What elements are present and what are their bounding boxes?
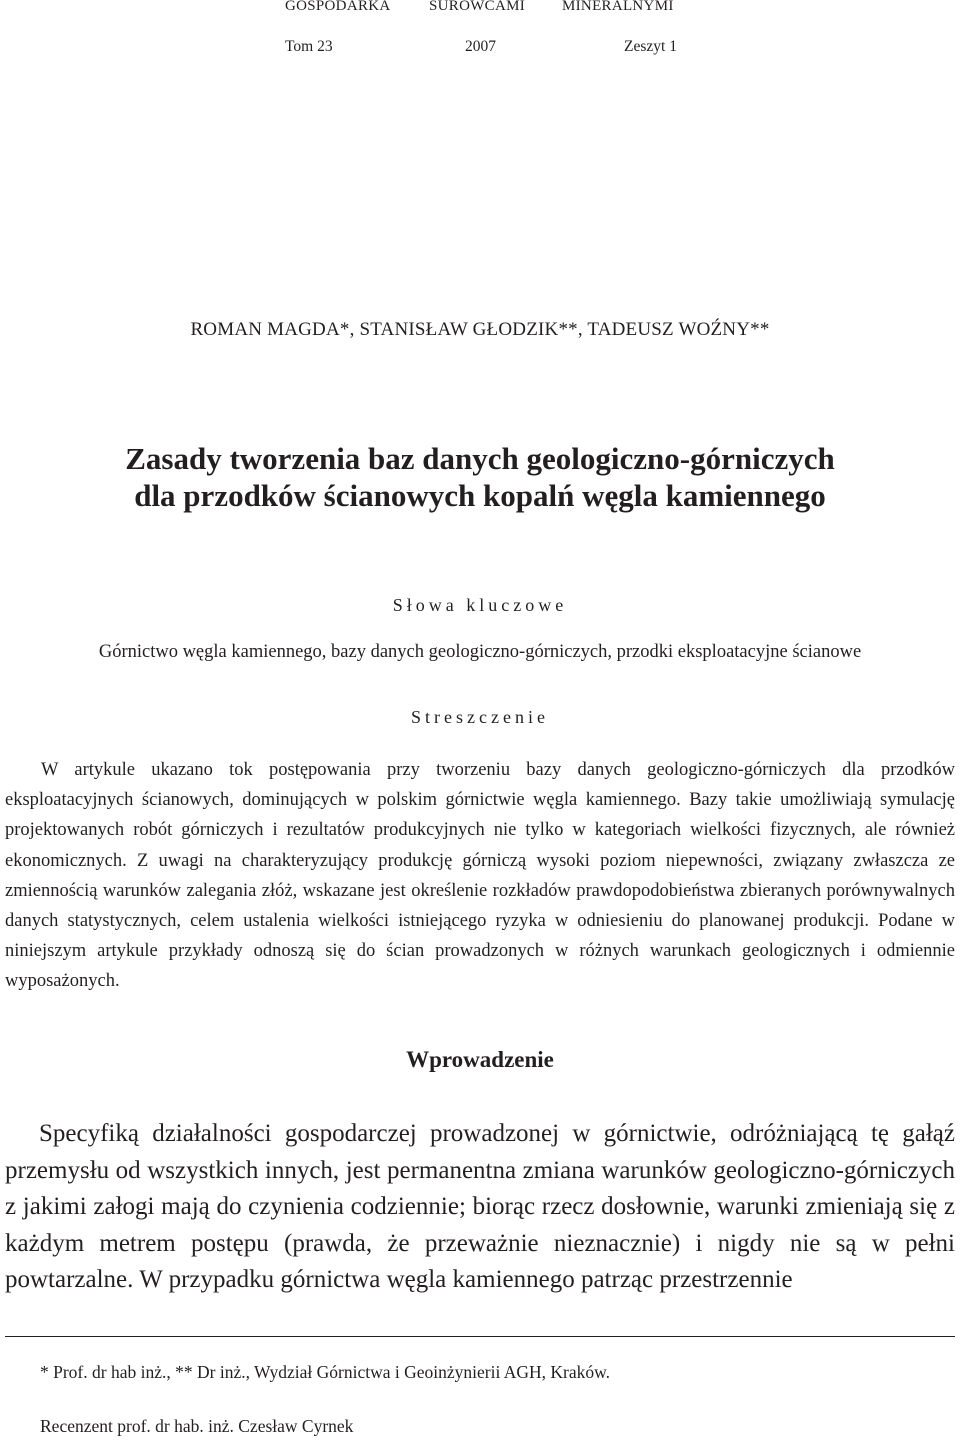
abstract-body [5, 755, 955, 997]
introduction-text: Specyfiką działalności gospodarczej prowadzonej w górnictwie, odróżniającą tę gałąź przemysłu od wszystkich innych, jest permanentna zmiana warunków geologiczno-górniczych z jakimi załogi mają do czynienia codziennie; biorąc rzecz dosłownie, warunki zmieniają się z każdym metrem postępu (prawda, że przeważnie nieznacznie) i nigdy nie są w pełni powtarzalne. W przypadku górnictwa węgla kamiennego patrząc przestrzennie [5, 1120, 955, 1293]
reviewer-note: Recenzent prof. dr hab. inż. Czesław Cyrnek [40, 1416, 354, 1436]
footnote-divider [5, 1336, 955, 1337]
paper-title [0, 440, 960, 514]
issue-info-header [0, 38, 960, 60]
abstract-heading: Streszczenie [411, 707, 549, 727]
keywords-text: Górnictwo węgla kamiennego, bazy danych geologiczno-górniczych, przodki eksploatacyjne ścianowe [98, 642, 862, 662]
journal-name-word-3: MINERALNYMI [562, 0, 674, 14]
affiliation-footnote: * Prof. dr hab inż., ** Dr inż., Wydział Górnictwa i Geoinżynierii AGH, Kraków. [40, 1362, 610, 1382]
paper-title-line-2: dla przodków ścianowych kopalń węgla kamiennego [134, 478, 826, 513]
journal-name-word-2: SUROWCAMI [429, 0, 526, 14]
paper-title-line-1: Zasady tworzenia baz danych geologiczno-górniczych [125, 441, 835, 476]
introduction-body [5, 1116, 955, 1299]
abstract-text: W artykule ukazano tok postępowania przy tworzeniu bazy danych geologiczno-górniczych dla przodków eksploatacyjnych ścianowych, dominujących w polskim górnictwie węgla kamiennego. Bazy takie umożliwiają symulację projektowanych robót górniczych i rezultatów produkcyjnych nie tylko w kategoriach wielkości fizycznych, ale również ekonomicznych. Z uwagi na charakteryzujący produkcję górniczą wysoki poziom niepewności, związany zwłaszcza ze zmiennością warunków zalegania złóż, wskazane jest określenie rozkładów prawdopodobieństwa zbieranych porównywalnych danych statystycznych, celem ustalenia wielkości istniejącego ryzyka w odniesieniu do planowanej produkcji. Podane w niniejszym artykule przykłady odnoszą się do ścian prowadzonych w różnych warunkach geologicznych i odmiennie wyposażonych. [5, 760, 955, 992]
introduction-heading: Wprowadzenie [406, 1047, 554, 1072]
keywords-heading: Słowa kluczowe [392, 595, 568, 615]
journal-name-word-1: GOSPODARKA [285, 0, 391, 14]
issue-label: Zeszyt 1 [624, 38, 677, 55]
author-list: ROMAN MAGDA*, STANISŁAW GŁODZIK**, TADEUSZ WOŹNY** [190, 319, 770, 340]
journal-name-header [0, 0, 960, 20]
volume-label: Tom 23 [285, 38, 333, 55]
year-label: 2007 [465, 38, 496, 55]
